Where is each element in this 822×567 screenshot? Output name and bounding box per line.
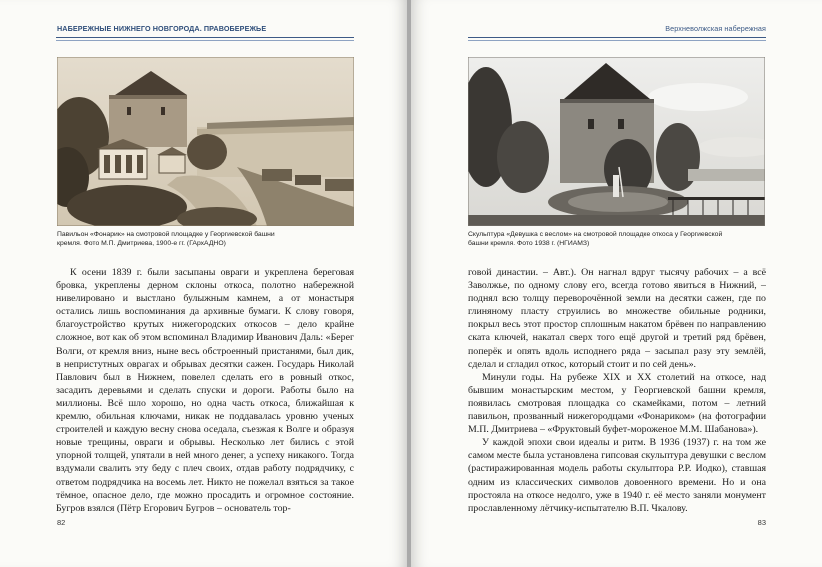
- photo-caption-right: [468, 230, 768, 248]
- paragraph: говой династии. – Авт.). Он нагнал вдруг тысячу рабочих – а всё Заволжье, по одному слову его, всегда готово явиться в Нижний, – поднял всю толщу переворочённой земли на десятки сажен, где по глиняному пласту струились во множестве обильные родники, покрыл весь этот простор сплошным накатом брёвен по направлению ската ключей, накатал сверх того ещё другой и третий ряд брёвен, поперёк и опять вдоль исподнего ряда – засыпал разу эту землёй, сделал и сгладил откос, который стоит и по сей день».: [468, 267, 766, 370]
- header-rule: [468, 37, 766, 38]
- caption-line: башни кремля. Фото 1938 г. (НГИАМЗ): [468, 240, 590, 247]
- right-page: [411, 0, 822, 567]
- caption-line: кремля. Фото М.П. Дмитриева, 1900-е гг. (ГАрхАДНО): [57, 240, 226, 247]
- page-number-left: 82: [57, 518, 66, 527]
- paragraph: Минули годы. На рубеже XIX и XX столетий на откосе, над бывшим монастырским местом, у Георгиевской башни кремля, появилась смотровая площадка со скамейками, потом – летний павильон, прозванный нижегородцами «Фонариком» (на фотографии М.П. Дмитриева – «Фруктовый буфет-мороженое М.М. Шабанова»).: [468, 371, 766, 436]
- header-rule: [56, 37, 354, 38]
- photo-girl-with-oar: [468, 57, 765, 226]
- left-page: [0, 0, 408, 567]
- photo-caption-left: [57, 230, 357, 248]
- running-head-left: НАБЕРЕЖНЫЕ НИЖНЕГО НОВГОРОДА. ПРАВОБЕРЕЖЬЕ: [57, 24, 267, 33]
- photo-pavilion-fonarik: [57, 57, 354, 226]
- running-head-right: Верхневолжская набережная: [665, 24, 766, 33]
- body-text-right: [468, 266, 766, 515]
- header-rule-thin: [468, 40, 766, 41]
- page-number-right: 83: [757, 518, 766, 527]
- caption-line: Скульптура «Девушка с веслом» на смотровой площадке откоса у Георгиевской: [468, 231, 723, 238]
- header-rule-thin: [56, 40, 354, 41]
- paragraph: У каждой эпохи свои идеалы и ритм. В 1936 (1937) г. на том же самом месте была установлена гипсовая скульптура девушки с веслом (растиражированная модель работы скульптора Р.Р. Иодко), ставшая одним из классических символов довоенного времени. Но и она простояла на откосе недолго, уже в 1940 г. её место заняли монумент прославленному лётчику-испытателю В.П. Чкалову.: [468, 437, 766, 514]
- paragraph: К осени 1839 г. были засыпаны овраги и укреплена береговая бровка, укреплены дерном склоны откоса, полотно набережной нивелировано и выстлано булыжным камнем, а от монастыря остались лишь воспоминания да архивные бумаги. К слову говоря, благоустройство крутых нижегородских откосов – дело крайне сложное, вот как об этом вспоминал Владимир Иванович Даль: «Берег Волги, от кремля вниз, ныне весь обстроенный пристанями, был дик, в непристутных оврагах и обрывах десятки сажен. Государь Николай Павлович был в Нижнем, повелел сделать его в ровный откос, засадить деревьями и сделать спуски и дороги. Работы было на миллионы. Всё шло хорошо, но одна часть откоса, ближайшая к кремлю, обильная ключами, никак не поддавалась уровню ученых строителей и каждую весну снова оседала, съезжая к Волге и образуя новые трещины, овраги и обрывы. Несколько лет бились с этой упорной толщей, упятали в ней много денег, а успеху никакого. Тогда вздумали свалить эту беду с плеч своих, отдав работу подрядчику, с ответом подрядчика на восемь лет. Никто не пожелал взяться за такое тёмное, опасное дело, где можно просадить и огромное состояние. Бугров взялся (Пётр Егорович Бугров – основатель тор-: [56, 267, 355, 514]
- caption-line: Павильон «Фонарик» на смотровой площадке у Георгиевской башни: [57, 231, 275, 238]
- body-text-left: [56, 266, 354, 515]
